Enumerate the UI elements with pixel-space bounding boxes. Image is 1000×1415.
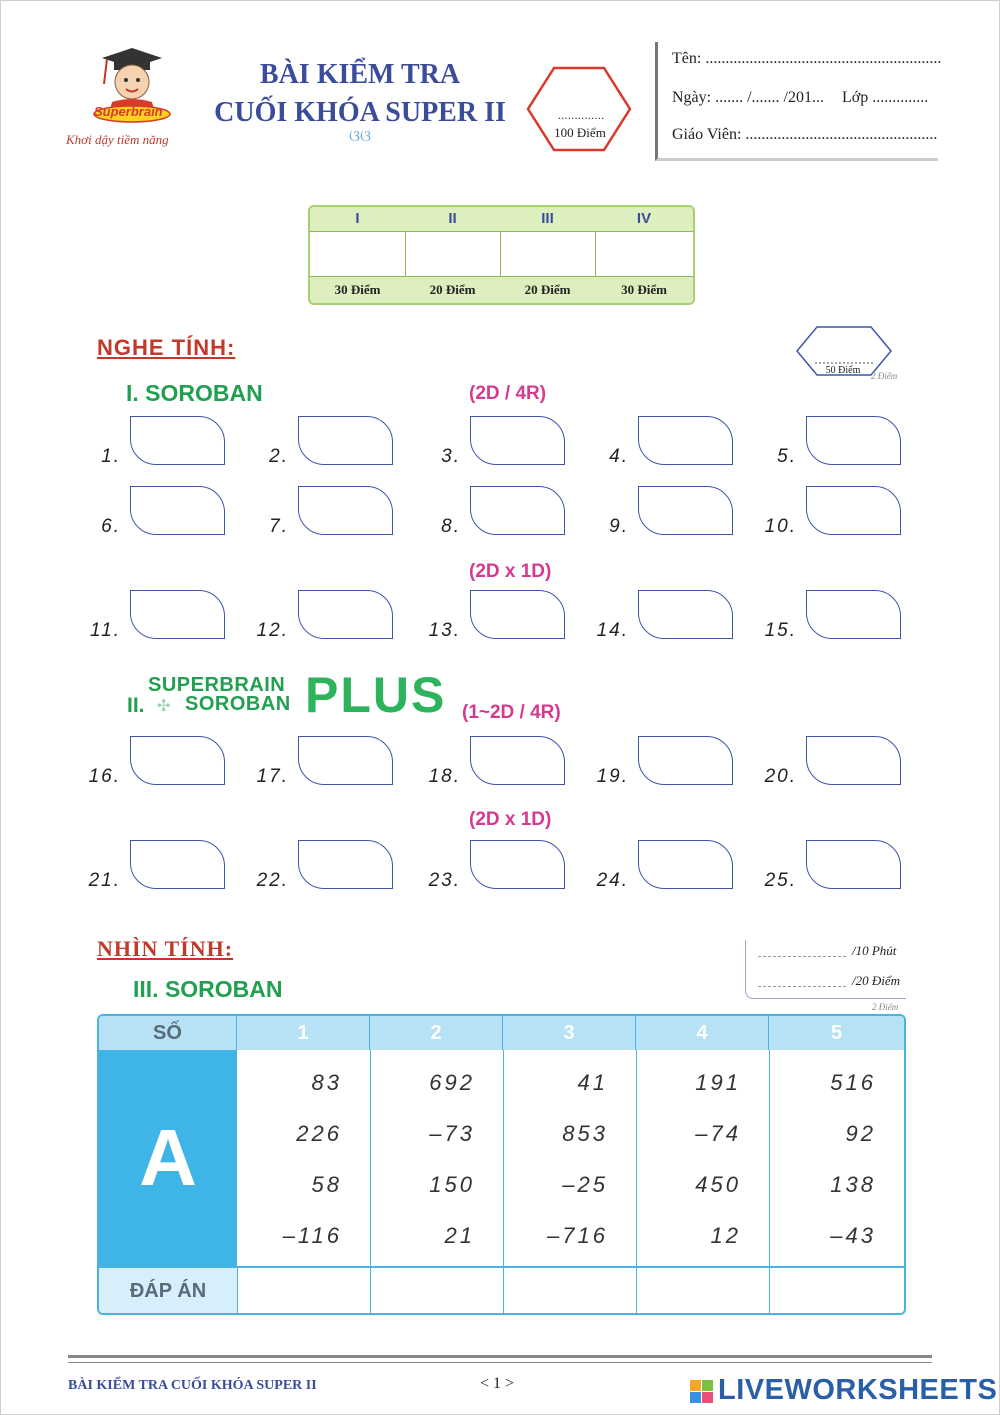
number-cell: 83 xyxy=(311,1070,342,1095)
question-number: 9. xyxy=(609,516,629,537)
score-points: 20 Điểm xyxy=(405,276,500,303)
listening-heading: NGHE TÍNH: xyxy=(97,335,236,360)
answer-box[interactable] xyxy=(130,416,225,465)
reading-score: /20 Điểm xyxy=(852,973,901,988)
question-number: 10. xyxy=(764,516,797,537)
title-line-2: CUỐI KHÓA SUPER II xyxy=(214,97,506,128)
part2-plus: PLUS xyxy=(305,667,447,723)
number-cell: 150 xyxy=(429,1172,475,1197)
question-number: 18. xyxy=(428,766,461,787)
part1-sub2: (2D x 1D) xyxy=(469,561,552,582)
answer-box[interactable] xyxy=(298,736,393,785)
header-col-5: 5 xyxy=(830,1022,843,1044)
number-cell: –116 xyxy=(282,1223,342,1248)
score-points: 30 Điểm xyxy=(595,276,693,303)
answer-box[interactable] xyxy=(638,736,733,785)
question-number: 19. xyxy=(596,766,629,787)
score-input[interactable] xyxy=(310,231,405,277)
teacher-field[interactable]: Giáo Viên: ................................................ xyxy=(672,126,938,143)
superbrain-logo xyxy=(62,44,202,154)
score-table xyxy=(308,205,695,305)
score-points: 20 Điểm xyxy=(500,276,595,303)
answer-box[interactable] xyxy=(638,416,733,465)
answer-box[interactable] xyxy=(806,736,901,785)
question-number: 22. xyxy=(256,870,289,891)
part1-title: I. SOROBAN xyxy=(126,380,263,406)
score-col xyxy=(310,207,406,303)
question-number: 5. xyxy=(777,446,797,467)
header-col-1: 1 xyxy=(237,1016,370,1050)
answer-box[interactable] xyxy=(806,486,901,535)
soroban-table xyxy=(97,1014,906,1315)
number-cell: 450 xyxy=(695,1172,741,1197)
footer-title: BÀI KIỂM TRA CUỐI KHÓA SUPER II xyxy=(68,1378,317,1393)
ornament-icon: ଓଓ xyxy=(348,128,372,145)
question-number: 6. xyxy=(101,516,121,537)
question-number: 2. xyxy=(269,446,289,467)
number-cell: –43 xyxy=(830,1223,876,1248)
answer-input-1[interactable] xyxy=(238,1268,371,1315)
name-field[interactable]: Tên: ........................................................... xyxy=(672,50,942,67)
question-number: 20. xyxy=(764,766,797,787)
number-cell: –74 xyxy=(695,1121,741,1146)
header-col-4: 4 xyxy=(636,1016,769,1050)
answer-box[interactable] xyxy=(638,486,733,535)
number-cell: 191 xyxy=(695,1070,741,1095)
plus-icon: ✣ xyxy=(157,698,171,715)
title-line-1: BÀI KIỂM TRA xyxy=(259,59,461,90)
part2-prefix: II. xyxy=(127,694,145,717)
answer-box[interactable] xyxy=(298,416,393,465)
answer-row xyxy=(99,1266,904,1315)
number-column xyxy=(371,1050,504,1266)
part2-brand-bottom: SOROBAN xyxy=(185,693,291,715)
answer-label: ĐÁP ÁN xyxy=(99,1268,238,1315)
liveworksheets-watermark xyxy=(690,1374,998,1410)
number-cell: 226 xyxy=(296,1121,342,1146)
question-number: 25. xyxy=(764,870,797,891)
number-cell: –25 xyxy=(562,1172,608,1197)
reading-per-item: 2 Điểm xyxy=(872,1002,899,1012)
reading-heading: NHÌN TÍNH: xyxy=(97,936,234,961)
watermark-text: LIVEWORKSHEETS xyxy=(718,1374,998,1406)
liveworksheets-logo-icon xyxy=(690,1380,714,1404)
answer-input-4[interactable] xyxy=(637,1268,770,1315)
page-title xyxy=(195,56,525,132)
listening-score-badge xyxy=(795,325,898,381)
number-cell: 41 xyxy=(577,1070,608,1095)
number-cell: –73 xyxy=(429,1121,475,1146)
answer-box[interactable] xyxy=(298,590,393,639)
answer-input-2[interactable] xyxy=(371,1268,504,1315)
answer-box[interactable] xyxy=(298,840,393,889)
score-part: IV xyxy=(595,207,693,231)
number-cell: 12 xyxy=(710,1223,741,1248)
question-number: 13. xyxy=(428,620,461,641)
number-cell: 692 xyxy=(429,1070,475,1095)
answer-box[interactable] xyxy=(130,736,225,785)
score-line xyxy=(758,986,846,987)
answer-box[interactable] xyxy=(130,590,225,639)
answer-box[interactable] xyxy=(470,416,565,465)
part2-brand-top: SUPERBRAIN xyxy=(148,674,286,696)
answer-box[interactable] xyxy=(470,486,565,535)
question-number: 8. xyxy=(441,516,461,537)
question-number: 11. xyxy=(89,620,121,641)
answer-box[interactable] xyxy=(470,590,565,639)
answer-box[interactable] xyxy=(130,486,225,535)
answer-box[interactable] xyxy=(298,486,393,535)
score-input[interactable] xyxy=(500,231,595,277)
question-number: 4. xyxy=(609,446,629,467)
number-column xyxy=(637,1050,770,1266)
part1-sub1: (2D / 4R) xyxy=(469,383,547,404)
time-line xyxy=(758,956,846,957)
question-number: 14. xyxy=(596,620,629,641)
listening-per-item: 2 Điểm xyxy=(871,371,898,381)
table-header xyxy=(99,1016,904,1050)
answer-box[interactable] xyxy=(806,416,901,465)
answer-box[interactable] xyxy=(638,840,733,889)
number-cell: 58 xyxy=(311,1172,342,1197)
logo-tagline: Khơi dậy tiềm năng xyxy=(66,132,169,147)
part2-sub1: (1~2D / 4R) xyxy=(462,702,561,723)
answer-box[interactable] xyxy=(806,590,901,639)
answer-input-5[interactable] xyxy=(770,1268,904,1315)
score-input[interactable] xyxy=(595,231,693,277)
score-input[interactable] xyxy=(405,231,500,277)
number-cell: 516 xyxy=(830,1070,876,1095)
row-letter: A xyxy=(99,1050,237,1266)
question-number: 3. xyxy=(441,446,461,467)
number-column xyxy=(770,1050,904,1266)
answer-box[interactable] xyxy=(638,590,733,639)
total-score-hexagon xyxy=(526,66,632,152)
part2-title xyxy=(127,667,467,723)
score-part: II xyxy=(405,207,500,231)
total-score-label: 100 Điểm xyxy=(554,125,606,140)
answer-box[interactable] xyxy=(470,840,565,889)
question-number: 16. xyxy=(88,766,121,787)
question-number: 15. xyxy=(764,620,797,641)
header-label: SỐ xyxy=(99,1016,237,1050)
part2-sub2: (2D x 1D) xyxy=(469,809,552,830)
part3-title: III. SOROBAN xyxy=(133,976,283,1002)
page-number: < 1 > xyxy=(480,1375,515,1392)
question-number: 17. xyxy=(256,766,289,787)
score-points: 30 Điểm xyxy=(310,276,405,303)
question-number: 23. xyxy=(428,870,461,891)
date-field[interactable]: Ngày: ....... /....... /201... xyxy=(672,89,824,106)
listening-section-score: 50 Điểm xyxy=(825,365,861,376)
question-number: 1. xyxy=(101,446,121,467)
score-part: III xyxy=(500,207,595,231)
score-col xyxy=(595,207,693,303)
question-number: 21. xyxy=(88,870,121,891)
score-col xyxy=(500,207,596,303)
answer-input-3[interactable] xyxy=(504,1268,637,1315)
reading-time: /10 Phút xyxy=(852,943,897,958)
number-cell: 92 xyxy=(845,1121,876,1146)
header-col-2: 2 xyxy=(370,1016,503,1050)
header-col-3: 3 xyxy=(503,1016,636,1050)
number-cell: 138 xyxy=(830,1172,876,1197)
answer-box[interactable] xyxy=(806,840,901,889)
footer-divider xyxy=(68,1355,932,1363)
question-number: 24. xyxy=(596,870,629,891)
number-column xyxy=(504,1050,637,1266)
question-number: 12. xyxy=(256,620,289,641)
number-column xyxy=(238,1050,371,1266)
question-number: 7. xyxy=(269,516,289,537)
score-col xyxy=(405,207,501,303)
total-score-dots: .............. xyxy=(557,108,605,122)
number-cell: 21 xyxy=(444,1223,475,1248)
reading-time-box xyxy=(745,940,906,999)
student-info-box xyxy=(655,42,942,161)
answer-box[interactable] xyxy=(130,840,225,889)
number-cell: 853 xyxy=(562,1121,608,1146)
number-cell: –716 xyxy=(547,1223,608,1248)
logo-brand: Superbrain xyxy=(94,104,163,119)
answer-box[interactable] xyxy=(470,736,565,785)
class-field[interactable]: Lớp .............. xyxy=(842,89,929,106)
score-part: I xyxy=(310,207,405,231)
